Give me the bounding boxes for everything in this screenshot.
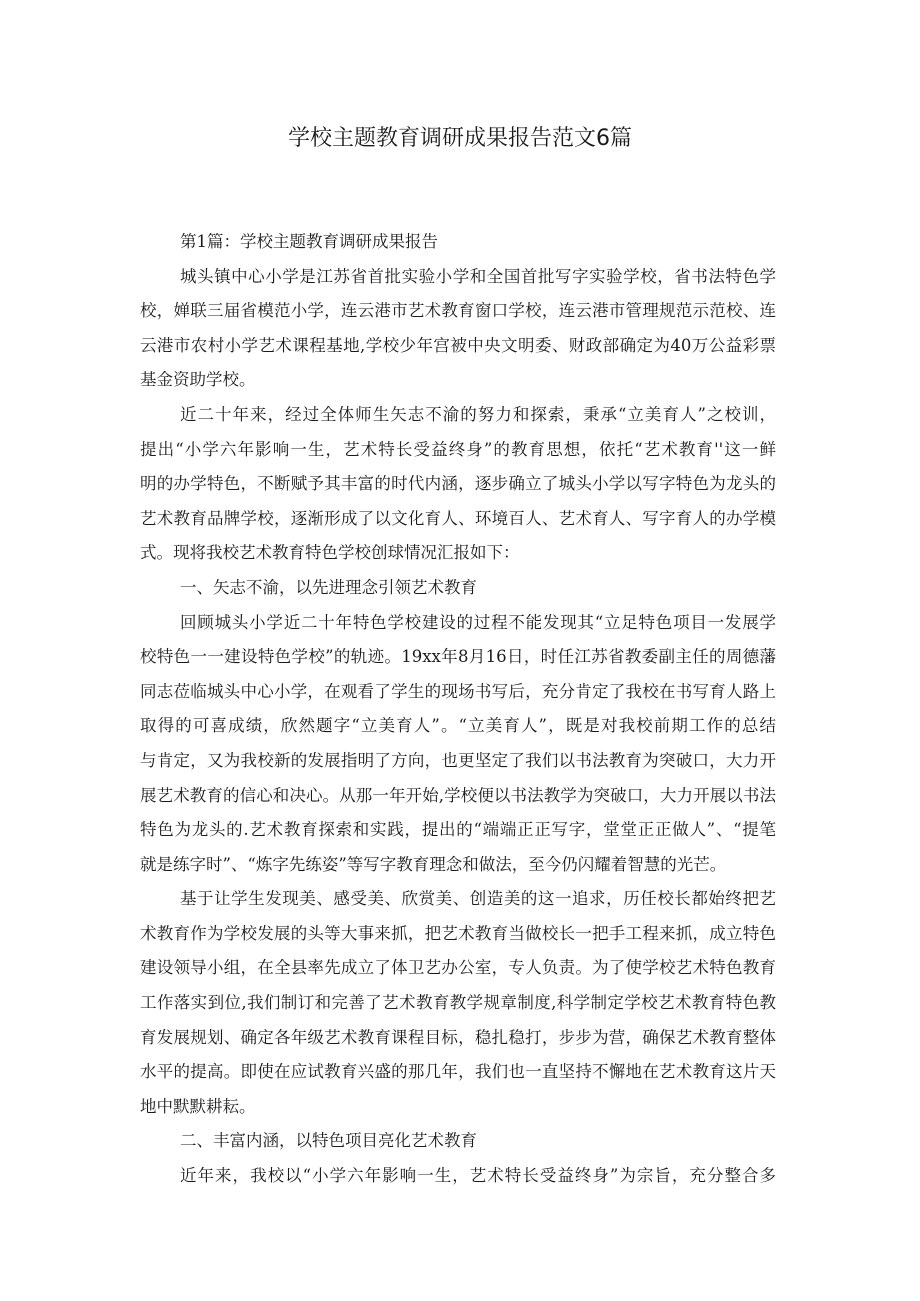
- paragraph-line: 同志莅临城头中心小学，在观看了学生的现场书写后，充分肯定了我校在书写育人路上: [140, 681, 776, 701]
- paragraph-line: 回顾城头小学近二十年特色学校建设的过程不能发现其“立足特色项目一发展学: [180, 612, 776, 632]
- paragraph-line: 地中默默耕耘。: [140, 1096, 256, 1116]
- paragraph-line: 提出“小学六年影响一生，艺术特长受益终身”的教育思想，依托“艺术教育''这一鲜: [140, 439, 776, 459]
- paragraph-line: 与肯定，又为我校新的发展指明了方向，也更坚定了我们以书法教育为突破口，大力开: [140, 750, 776, 770]
- paragraph-line: 特色为龙头的.艺术教育探索和实践，提出的“端端正正写字，堂堂正正做人”、“提笔: [140, 820, 776, 840]
- paragraph-line: 术教育作为学校发展的头等大事来抓，把艺术教育当做校长一把手工程来抓，成立特色: [140, 923, 776, 943]
- paragraph-line: 近年来，我校以“小学六年影响一生，艺术特长受益终身”为宗旨，充分整合多: [180, 1166, 776, 1186]
- paragraph-line: 建设领导小组，在全县率先成立了体卫艺办公室，专人负责。为了使学校艺术特色教育: [140, 958, 776, 978]
- document-title: 学校主题教育调研成果报告范文6篇: [288, 126, 632, 151]
- paragraph-line: 近二十年来，经过全体师生矢志不渝的努力和探索，秉承“立美育人”之校训，: [180, 404, 776, 424]
- paragraph-line: 取得的可喜成绩，欣然题字“立美育人”。“立美育人”，既是对我校前期工作的总结: [140, 716, 776, 736]
- paragraph-line: 就是练字时”、“炼字先练姿”等写字教育理念和做法，至今仍闪耀着智慧的光芒。: [140, 854, 727, 874]
- paragraph-line: 明的办学特色，不断赋予其丰富的时代内涵，逐步确立了城头小学以写字特色为龙头的: [140, 474, 776, 494]
- paragraph-line: 育发展规划、确定各年级艺术教育课程目标，稳扎稳打，步步为营，确保艺术教育整体: [140, 1027, 776, 1047]
- paragraph-line: 基于让学生发现美、感受美、欣赏美、创造美的这一追求，历任校长都始终把艺: [180, 889, 776, 909]
- paragraph-line: 展艺术教育的信心和决心。从那一年开始,学校便以书法教学为突破口，大力开展以书法: [140, 785, 776, 805]
- document-body: [140, 225, 776, 1194]
- paragraph-line: 基金资助学校。: [140, 370, 256, 390]
- paragraph-line: 水平的提高。即使在应试教育兴盛的那几年，我们也一直坚持不懈地在艺术教育这片天: [140, 1062, 776, 1082]
- section-heading: 一、矢志不渝，以先进理念引领艺术教育: [180, 577, 477, 597]
- paragraph-line: 艺术教育品牌学校，逐渐形成了以文化育人、环境百人、艺术育人、写字育人的办学模: [140, 508, 776, 528]
- paragraph-line: 校特色一一建设特色学校”的轨迹。19xx年8月16日，时任江苏省教委副主任的周德藩: [140, 647, 776, 667]
- paragraph-line: 校，婵联三届省模范小学，连云港市艺术教育窗口学校，连云港市管理规范示范校、连: [140, 301, 776, 321]
- section-heading: 二、丰富内涵，以特色项目亮化艺术教育: [180, 1131, 477, 1151]
- section-heading: 第1篇：学校主题教育调研成果报告: [180, 232, 438, 251]
- paragraph-line: 城头镇中心小学是江苏省首批实验小学和全国首批写字实验学校，省书法特色学: [180, 266, 776, 286]
- paragraph-line: 云港市农村小学艺术课程基地,学校少年宫被中央文明委、财政部确定为40万公益彩票: [140, 335, 776, 355]
- paragraph-line: 工作落实到位,我们制订和完善了艺术教育教学规章制度,科学制定学校艺术教育特色教: [140, 993, 776, 1013]
- paragraph-line: 式。现将我校艺术教育特色学校创球情况汇报如下：: [140, 543, 520, 563]
